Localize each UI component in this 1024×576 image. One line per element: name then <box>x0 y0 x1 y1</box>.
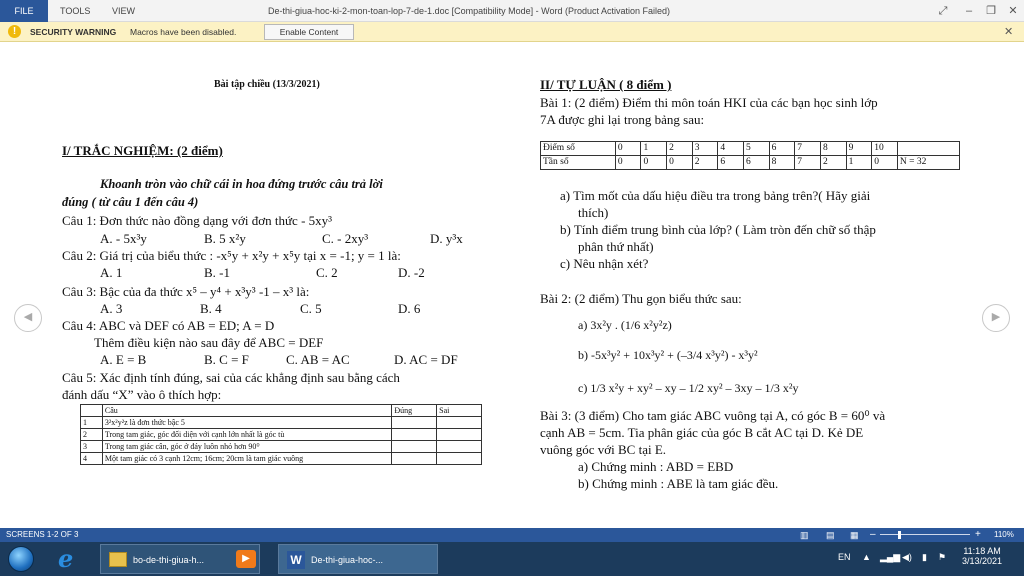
table-cell: 8 <box>820 142 846 156</box>
table-cell: 1 <box>846 156 872 170</box>
section-multiple-choice: I/ TRẮC NGHIỆM: (2 điểm) <box>62 143 223 158</box>
menu-view[interactable]: VIEW <box>112 6 136 16</box>
minimize-button[interactable]: – <box>965 5 973 17</box>
security-warning-label: SECURITY WARNING <box>30 27 117 37</box>
q4-option-b: B. C = F <box>204 352 249 367</box>
zoom-out-button[interactable]: – <box>870 529 876 540</box>
zoom-in-button[interactable]: + <box>975 529 981 540</box>
q4-option-d: D. AC = DF <box>394 352 458 367</box>
table-cell: Tần số <box>541 156 616 170</box>
exercise-2: Bài 2: (2 điểm) Thu gọn biểu thức sau: <box>540 291 742 306</box>
clock-time: 11:18 AM <box>963 546 1001 556</box>
q1-option-d: D. y³x <box>430 231 463 246</box>
instruction-line-2: đúng ( từ câu 1 đến câu 4) <box>62 195 199 209</box>
answer-cell[interactable] <box>392 441 437 453</box>
zoom-level[interactable]: 110% <box>994 530 1014 539</box>
q2-option-d: D. -2 <box>398 265 425 280</box>
table-cell: 0 <box>615 142 641 156</box>
question-2: Câu 2: Giá trị của biểu thức : -x⁵y + x²y + x⁵y tại x = -1; y = 1 là: <box>62 248 401 263</box>
print-layout-icon[interactable]: ▤ <box>826 530 835 540</box>
table-cell: Trong tam giác, góc đối diện với cạnh lớn nhất là góc tù <box>102 429 391 441</box>
question-4-line-1: Câu 4: ABC và DEF có AB = ED; A = D <box>62 318 275 333</box>
table-cell: 6 <box>718 156 744 170</box>
exercise-3-line-2: cạnh AB = 5cm. Tia phân giác của góc B cắt AC tại D. Kẻ DE <box>540 425 864 440</box>
web-layout-icon[interactable]: ▦ <box>850 530 859 540</box>
table-header-cell: Sai <box>437 405 482 417</box>
answer-cell[interactable] <box>392 417 437 429</box>
q3-option-d: D. 6 <box>398 301 421 316</box>
taskbar-app-label: De-thi-giua-hoc-... <box>311 555 384 565</box>
q2-option-a: A. 1 <box>100 265 123 280</box>
menu-tools[interactable]: TOOLS <box>60 6 91 16</box>
table-cell: 0 <box>872 156 898 170</box>
table-cell: 8 <box>769 156 795 170</box>
status-bar <box>0 528 1024 542</box>
folder-icon <box>109 552 127 567</box>
exercise-2a: a) 3x²y . (1/6 x²y²z) <box>578 318 672 332</box>
table-cell <box>897 142 959 156</box>
enable-content-button[interactable]: Enable Content <box>264 24 354 40</box>
q1-option-b: B. 5 x²y <box>204 231 246 246</box>
q3-option-a: A. 3 <box>100 301 123 316</box>
question-5-line-1: Câu 5: Xác định tính đúng, sai của các khẳng định sau bằng cách <box>62 370 400 385</box>
read-mode-icon[interactable]: ▥ <box>800 530 809 540</box>
exercise-3-line-3: vuông góc với BC tại E. <box>540 442 667 457</box>
answer-cell[interactable] <box>437 453 482 465</box>
clock-date: 3/13/2021 <box>962 556 1003 566</box>
table-header-cell: Đúng <box>392 405 437 417</box>
volume-icon[interactable]: ◀) <box>902 552 912 562</box>
window-title: De-thi-giua-hoc-ki-2-mon-toan-lop-7-de-1.doc [Compatibility Mode] - Word (Product Activation Failed) <box>268 6 670 16</box>
table-cell: 2 <box>692 156 718 170</box>
answer-cell[interactable] <box>392 453 437 465</box>
document-area <box>0 42 1024 528</box>
table-cell: 7 <box>795 142 821 156</box>
table-header-row <box>81 405 482 417</box>
question-4-line-2: Thêm điều kiện nào sau đây để ABC = DEF <box>94 335 324 350</box>
table-cell: 3 <box>692 142 718 156</box>
question-c: c) Nêu nhận xét? <box>560 256 649 271</box>
media-player-icon[interactable]: ▶ <box>232 544 260 574</box>
table-cell: 6 <box>769 142 795 156</box>
security-warning-message: Macros have been disabled. <box>130 27 237 37</box>
q2-option-c: C. 2 <box>316 265 338 280</box>
taskbar <box>0 542 1024 576</box>
internet-explorer-icon[interactable]: e <box>58 544 74 573</box>
question-1: Câu 1: Đơn thức nào đồng dạng với đơn thức - 5xy³ <box>62 213 333 228</box>
exercise-2b: b) -5x³y² + 10x³y² + (–3/4 x³y²) - x³y² <box>578 348 758 362</box>
question-a-line-2: thích) <box>578 205 609 220</box>
q1-option-c: C. - 2xy³ <box>322 231 369 246</box>
screens-indicator: SCREENS 1-2 OF 3 <box>6 530 79 539</box>
close-icon[interactable]: ✕ <box>1004 26 1014 38</box>
table-row <box>81 417 482 429</box>
zoom-slider-thumb[interactable] <box>898 531 901 539</box>
table-cell: 0 <box>615 156 641 170</box>
worksheet-heading: Bài tập chiều (13/3/2021) <box>214 79 320 90</box>
fullscreen-icon[interactable]: ⤢ <box>938 5 948 17</box>
answer-cell[interactable] <box>437 417 482 429</box>
table-cell: 7 <box>795 156 821 170</box>
instruction-line-1: Khoanh tròn vào chữ cái in hoa đứng trước câu trả lời <box>100 177 383 191</box>
table-header-cell: Câu <box>102 405 391 417</box>
true-false-table <box>80 404 482 465</box>
action-center-icon[interactable]: ⚑ <box>938 552 947 562</box>
table-cell: 4 <box>718 142 744 156</box>
warning-icon: ! <box>8 25 21 38</box>
exercise-3a: a) Chứng minh : ABD = EBD <box>578 459 734 474</box>
zoom-slider[interactable] <box>880 534 970 535</box>
answer-cell[interactable] <box>437 441 482 453</box>
frequency-row <box>541 156 960 170</box>
table-cell: 6 <box>744 156 770 170</box>
taskbar-word-window[interactable] <box>278 544 438 574</box>
clock[interactable] <box>962 546 1002 566</box>
section-essay: II/ TỰ LUẬN ( 8 điểm ) <box>540 77 672 92</box>
next-page-button[interactable]: ▶ <box>982 304 1010 332</box>
score-frequency-table <box>540 141 960 170</box>
table-cell: N = 32 <box>897 156 959 170</box>
answer-cell[interactable] <box>392 429 437 441</box>
table-cell: 4 <box>81 453 103 465</box>
start-button[interactable] <box>4 544 38 574</box>
q1-option-a: A. - 5x³y <box>100 231 147 246</box>
table-cell: 1 <box>641 142 667 156</box>
question-3: Câu 3: Bậc của đa thức x⁵ – y⁴ + x³y³ -1 – x³ là: <box>62 284 310 299</box>
table-cell: 1 <box>81 417 103 429</box>
q4-option-c: C. AB = AC <box>286 352 350 367</box>
table-cell: 2 <box>667 142 693 156</box>
q3-option-b: B. 4 <box>200 301 222 316</box>
table-cell: 3 <box>81 441 103 453</box>
language-indicator[interactable]: EN <box>838 552 851 562</box>
q3-option-c: C. 5 <box>300 301 322 316</box>
exercise-1-line-1: Bài 1: (2 điểm) Điểm thi môn toán HKI của các bạn học sinh lớp <box>540 95 878 110</box>
question-5-line-2: đánh dấu “X” vào ô thích hợp: <box>62 387 222 402</box>
table-cell: 0 <box>641 156 667 170</box>
question-b-line-2: phân thứ nhất) <box>578 239 654 254</box>
table-cell: Một tam giác có 3 cạnh 12cm; 16cm; 20cm là tam giác vuông <box>102 453 391 465</box>
question-b-line-1: b) Tính điểm trung bình của lớp? ( Làm tròn đến chữ số thập <box>560 222 876 237</box>
table-row <box>81 441 482 453</box>
q4-option-a: A. E = B <box>100 352 147 367</box>
table-cell: Trong tam giác cân, góc ở đáy luôn nhỏ hơn 90⁰ <box>102 441 391 453</box>
table-cell: 2 <box>81 429 103 441</box>
q2-option-b: B. -1 <box>204 265 230 280</box>
close-button[interactable]: ✕ <box>1008 5 1018 17</box>
table-row <box>81 453 482 465</box>
exercise-2c: c) 1/3 x²y + xy² – xy – 1/2 xy² – 3xy – 1/3 x²y <box>578 381 799 395</box>
exercise-3b: b) Chứng minh : ABE là tam giác đều. <box>578 476 779 491</box>
previous-page-button[interactable]: ◀ <box>14 304 42 332</box>
signal-icon[interactable]: ▂▄▆ <box>880 552 901 562</box>
answer-cell[interactable] <box>437 429 482 441</box>
table-cell: 5 <box>744 142 770 156</box>
title-bar <box>0 0 1024 22</box>
table-cell: 0 <box>667 156 693 170</box>
table-cell: 9 <box>846 142 872 156</box>
table-header-cell <box>81 405 103 417</box>
taskbar-app-label: bo-de-thi-giua-h... <box>133 555 205 565</box>
table-cell: 10 <box>872 142 898 156</box>
exercise-3-line-1: Bài 3: (3 điểm) Cho tam giác ABC vuông tại A, có góc B = 60⁰ và <box>540 408 886 423</box>
table-cell: Điểm số <box>541 142 616 156</box>
score-row <box>541 142 960 156</box>
exercise-1-line-2: 7A được ghi lại trong bảng sau: <box>540 112 705 127</box>
file-tab[interactable]: FILE <box>0 0 48 22</box>
security-warning-bar <box>0 22 1024 42</box>
windows-logo-icon <box>8 546 34 572</box>
table-row <box>81 429 482 441</box>
table-cell: 3²x²y²z là đơn thức bậc 5 <box>102 417 391 429</box>
tray-arrow-icon[interactable]: ▲ <box>862 552 871 562</box>
restore-button[interactable]: ❐ <box>986 5 996 17</box>
question-a-line-1: a) Tìm mốt của dấu hiệu điều tra trong bảng trên?( Hãy giải <box>560 188 871 203</box>
battery-icon[interactable]: ▮ <box>922 552 927 562</box>
table-cell: 2 <box>820 156 846 170</box>
word-icon: W <box>287 551 305 569</box>
